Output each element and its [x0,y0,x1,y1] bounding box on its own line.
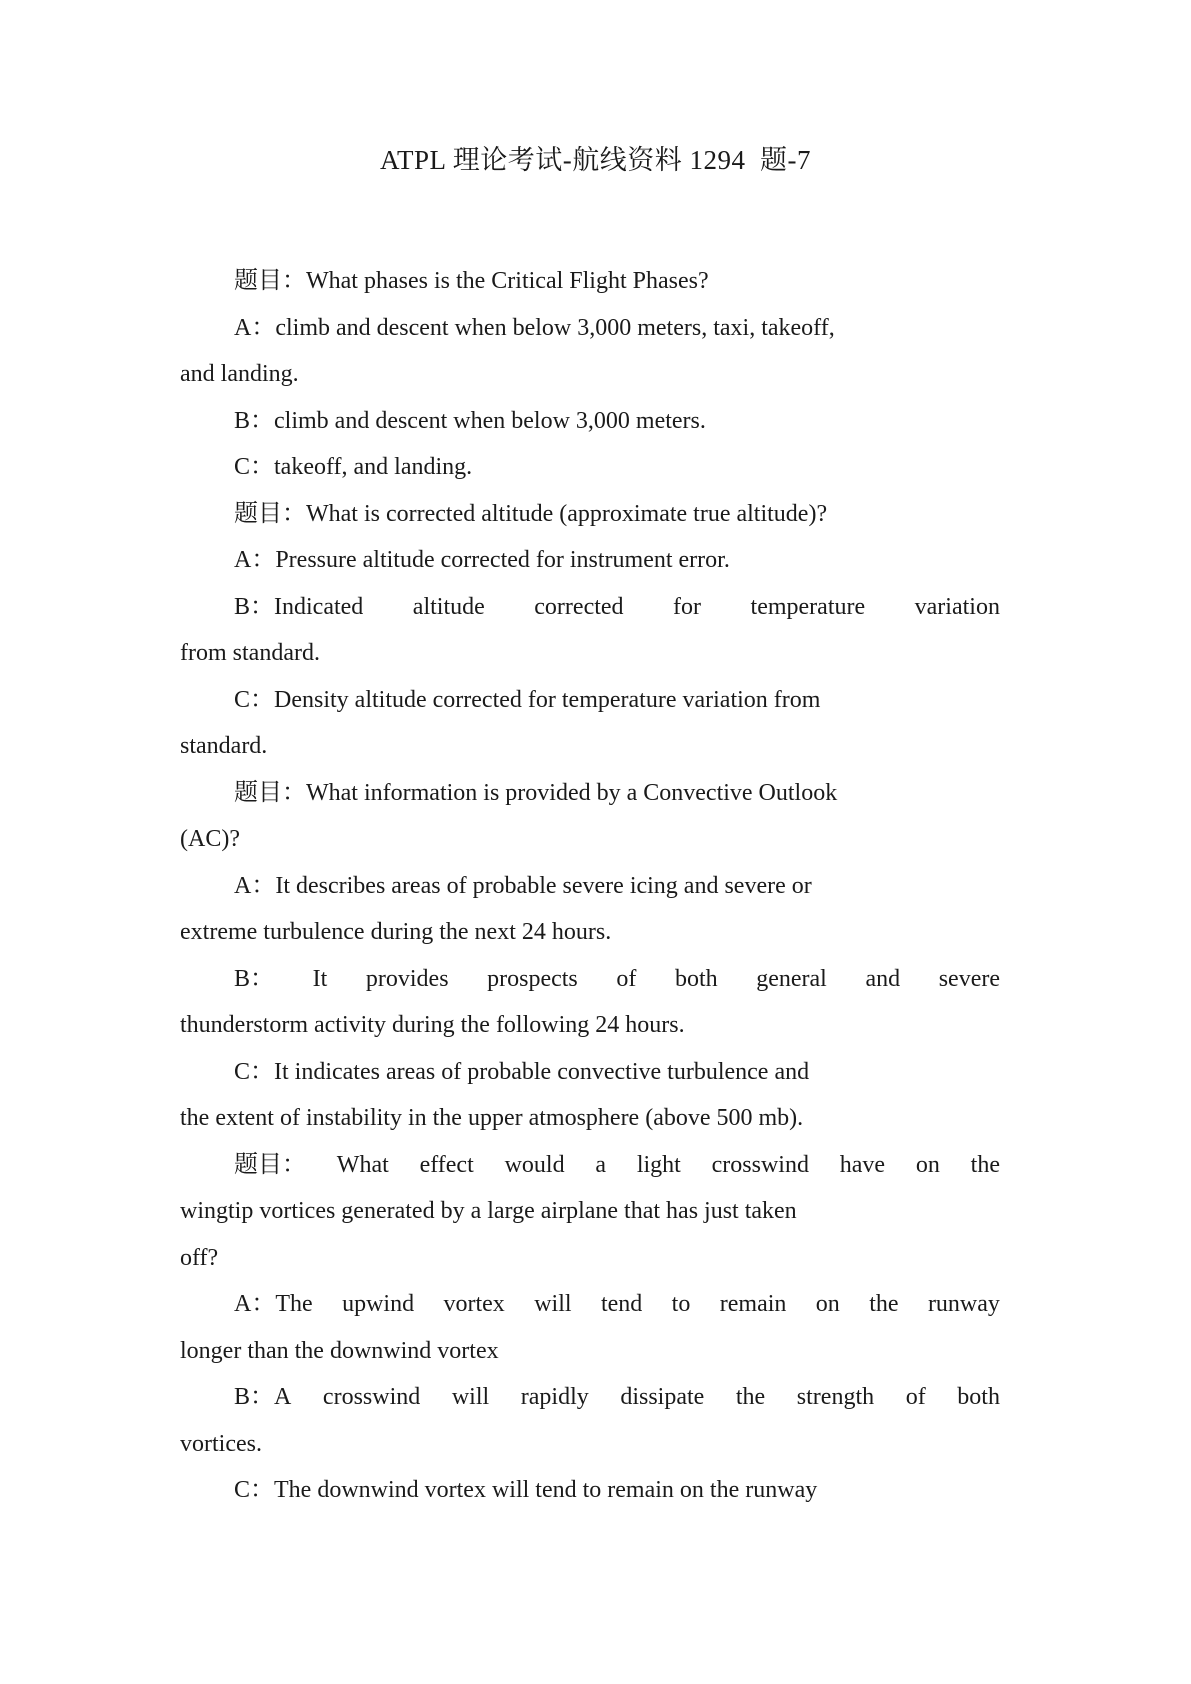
word: to [671,1291,691,1317]
question-2-option-c: C：Density altitude corrected for temperature variation from [234,686,821,713]
word: rapidly [520,1384,589,1410]
word: on [915,1151,940,1178]
question-4-option-b [180,1374,1000,1421]
question-3-option-c: C：It indicates areas of probable convective turbulence and [234,1058,810,1085]
word: A：The [234,1291,313,1317]
word: temperature [750,593,866,620]
word: What [336,1151,389,1178]
word: 题目： [234,1151,306,1178]
question-4-option-a-cont: longer than the downwind vortex [180,1337,499,1364]
word: It [312,965,328,992]
word: vortex [443,1291,505,1317]
question-3-cont: (AC)? [180,826,240,852]
word: crosswind [711,1151,809,1178]
word: light [636,1151,681,1178]
word: of [616,965,637,992]
question-2-option-b-cont: from standard. [180,640,320,666]
question-4-cont: wingtip vortices generated by a large airplane that has just taken [180,1198,797,1224]
word: B： [234,965,275,992]
question-3-option-a: A：It describes areas of probable severe icing and severe or [234,872,812,899]
question-3-option-c-cont: the extent of instability in the upper atmosphere (above 500 mb). [180,1105,804,1131]
word: would [504,1151,565,1178]
question-4-option-c: C：The downwind vortex will tend to remain on the runway [234,1477,818,1503]
question-1-option-c: C：takeoff, and landing. [234,454,473,480]
word: both [674,965,718,992]
word: B：Indicated [234,593,364,620]
word: the [869,1291,899,1317]
word: B：A [234,1384,292,1410]
word: the [735,1384,766,1410]
word: of [905,1384,926,1410]
word: severe [938,965,1000,992]
question-3-option-a-cont: extreme turbulence during the next 24 hours. [180,919,612,945]
word: remain [719,1291,787,1317]
question-4-cont-2: off? [180,1244,219,1271]
question-2: 题目：What is corrected altitude (approximate true altitude)? [234,500,828,527]
word: crosswind [322,1384,421,1410]
word: strength [796,1384,875,1410]
word: have [839,1151,886,1178]
word: a [595,1151,607,1178]
word: runway [927,1291,1000,1317]
word: tend [600,1291,643,1317]
question-4-option-b-cont: vortices. [180,1430,262,1457]
word: dissipate [620,1384,705,1410]
word: variation [914,593,1000,620]
word: both [957,1384,1000,1410]
word: corrected [534,593,624,620]
word: provides [365,965,449,992]
word: will [451,1384,490,1410]
word: general [756,965,827,992]
question-4-option-a [180,1281,1000,1328]
word: effect [419,1151,474,1178]
word: upwind [342,1291,415,1317]
question-3: 题目：What information is provided by a Convective Outlook [234,779,838,806]
question-2-option-c-cont: standard. [180,733,268,759]
question-4 [180,1142,1000,1189]
question-1-option-a-cont: and landing. [180,361,299,387]
question-1: 题目：What phases is the Critical Flight Phases? [234,268,709,294]
word: altitude [412,593,485,620]
question-1-option-b: B：climb and descent when below 3,000 meters. [234,407,706,434]
word: will [534,1291,572,1317]
question-2-option-b [180,584,1000,631]
question-2-option-a: A：Pressure altitude corrected for instrument error. [234,547,730,573]
word: prospects [487,965,578,992]
document-title: ATPL 理论考试-航线资料 1294 题-7 [380,145,811,175]
question-1-option-a: A：climb and descent when below 3,000 meters, taxi, takeoff, [234,314,835,341]
question-3-option-b [180,956,1000,1003]
word: on [815,1291,840,1317]
word: and [865,965,901,992]
word: the [970,1151,1000,1178]
word: for [673,593,702,620]
question-3-option-b-cont: thunderstorm activity during the following 24 hours. [180,1012,685,1038]
document-body [180,258,1000,1514]
